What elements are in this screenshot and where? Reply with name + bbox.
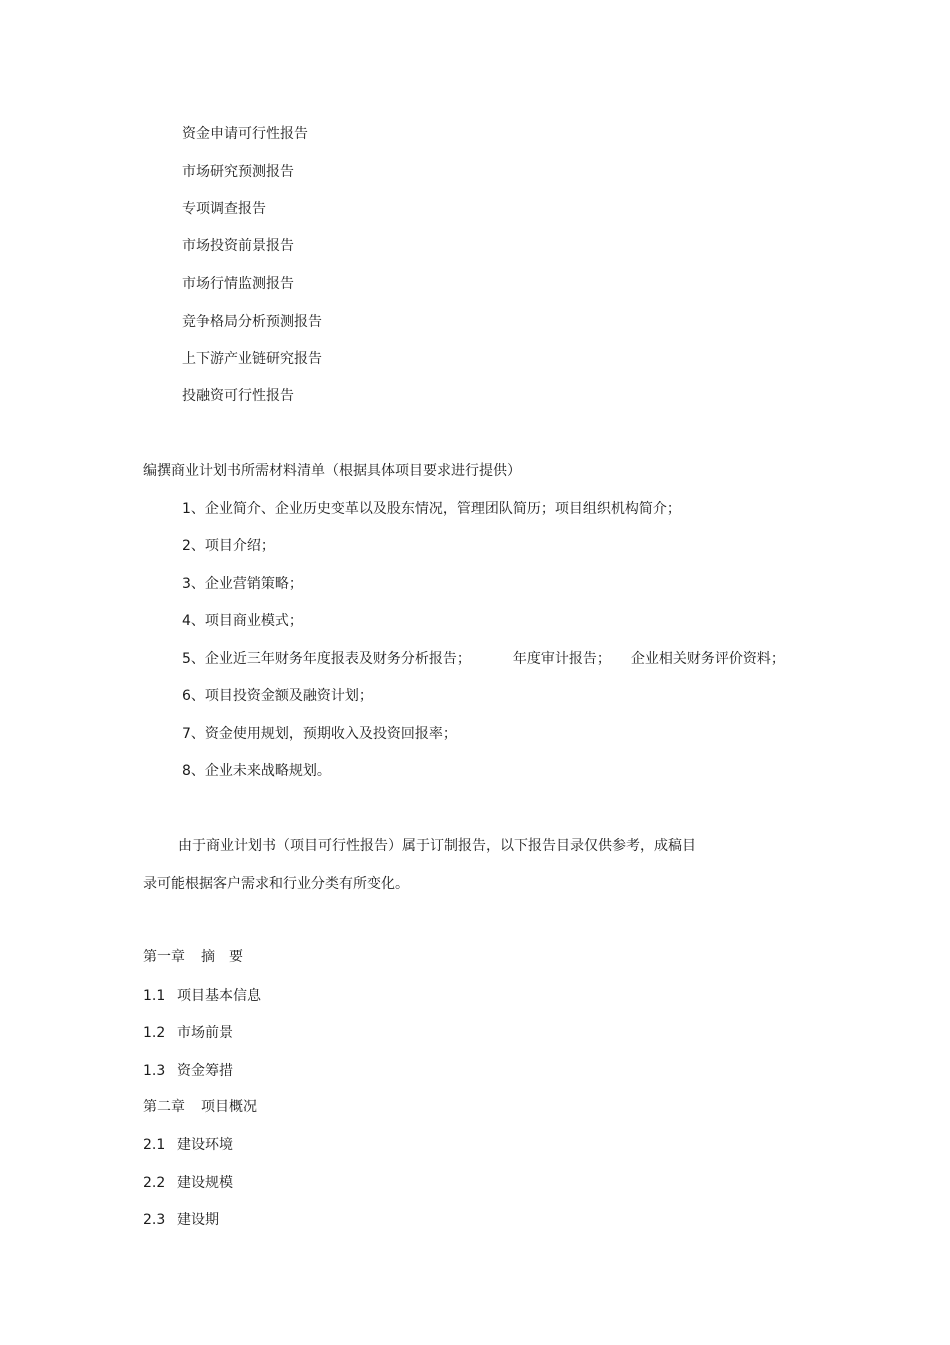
material-item: 2、项目介绍； (182, 538, 275, 554)
toc-chapter-2 (143, 1098, 257, 1116)
toc-chapter-label: 第一章 (143, 949, 185, 965)
material-item-text: 5、企业近三年财务年度报表及财务分析报告； (182, 651, 471, 667)
toc-item-number: 1.2 (143, 1025, 166, 1041)
material-item: 7、资金使用规划，预期收入及投资回报率； (182, 726, 457, 742)
toc-item-number: 2.1 (143, 1137, 166, 1153)
toc-chapter-1 (143, 948, 243, 966)
report-type-item: 竞争格局分析预测报告 (182, 314, 322, 330)
toc-item-title: 建设环境 (177, 1137, 233, 1153)
toc-chapter-title: 项目概况 (201, 1099, 257, 1115)
material-item: 4、项目商业模式； (182, 613, 303, 629)
materials-title: 编撰商业计划书所需材料清单（根据具体项目要求进行提供） (143, 463, 521, 479)
material-item: 1、企业简介、企业历史变革以及股东情况，管理团队简历；项目组织机构简介； (182, 501, 681, 517)
material-item-5 (182, 650, 785, 668)
toc-item (143, 987, 261, 1005)
toc-item (143, 1024, 233, 1042)
material-item: 3、企业营销策略； (182, 576, 303, 592)
toc-item-title: 项目基本信息 (177, 988, 261, 1004)
toc-item-title: 市场前景 (177, 1025, 233, 1041)
toc-item-title: 建设规模 (177, 1175, 233, 1191)
toc-chapter-title: 摘 要 (201, 949, 243, 965)
report-type-item: 市场行情监测报告 (182, 276, 294, 292)
toc-item (143, 1136, 233, 1154)
report-type-item: 上下游产业链研究报告 (182, 351, 322, 367)
toc-item-title: 资金筹措 (177, 1063, 233, 1079)
report-type-item: 市场投资前景报告 (182, 238, 294, 254)
material-item-extra: 年度审计报告； (512, 651, 611, 667)
note-line-1: 由于商业计划书（项目可行性报告）属于订制报告，以下报告目录仅供参考，成稿目 (178, 838, 696, 854)
toc-item (143, 1062, 233, 1080)
report-type-item: 市场研究预测报告 (182, 164, 294, 180)
material-item: 6、项目投资金额及融资计划； (182, 688, 373, 704)
note-line-2: 录可能根据客户需求和行业分类有所变化。 (143, 876, 409, 892)
toc-item (143, 1174, 233, 1192)
toc-chapter-label: 第二章 (143, 1099, 185, 1115)
toc-item-number: 1.1 (143, 988, 166, 1004)
report-type-item: 投融资可行性报告 (182, 388, 294, 404)
toc-item-number: 1.3 (143, 1063, 166, 1079)
toc-item (143, 1211, 219, 1229)
report-type-item: 专项调查报告 (182, 201, 266, 217)
toc-item-number: 2.2 (143, 1175, 166, 1191)
material-item: 8、企业未来战略规划。 (182, 763, 331, 779)
toc-item-number: 2.3 (143, 1212, 166, 1228)
report-type-item: 资金申请可行性报告 (182, 126, 308, 142)
toc-item-title: 建设期 (177, 1212, 219, 1228)
material-item-extra: 企业相关财务评价资料； (630, 651, 785, 667)
